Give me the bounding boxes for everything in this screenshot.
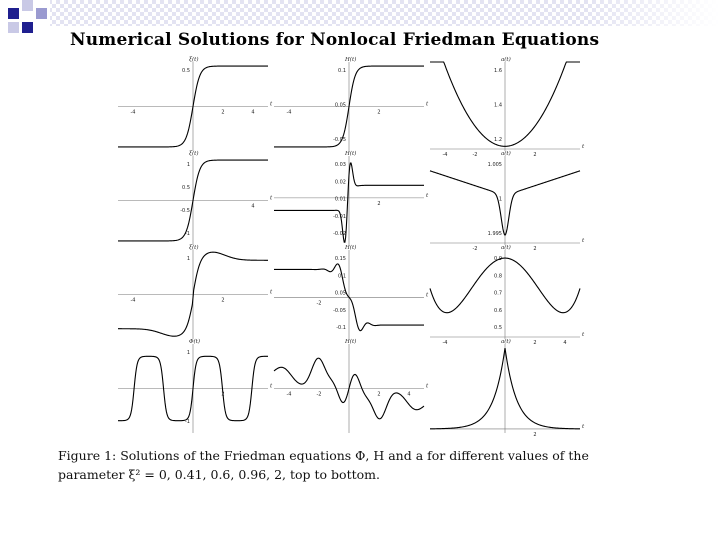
plot-panel (274, 57, 429, 151)
y-tick-label: 1.995 (487, 231, 502, 237)
y-tick-label: -0.1 (336, 325, 346, 331)
y-tick-label: 0.03 (334, 162, 346, 168)
y-axis-label: a(t) (501, 339, 511, 345)
top-checker-band (0, 0, 720, 28)
y-tick-label: 0.15 (334, 256, 346, 262)
x-tick-label: 4 (407, 391, 411, 398)
y-axis-label: H(t) (345, 339, 357, 345)
y-tick-label: 0.5 (182, 68, 190, 74)
x-tick-label: -4 (286, 391, 292, 398)
x-tick-label: 4 (563, 340, 567, 346)
x-tick-label: 2 (377, 391, 381, 398)
plot-svg (118, 57, 273, 151)
x-tick-label: -4 (442, 340, 448, 346)
y-axis-label: H(t) (345, 151, 357, 157)
plot-panel (274, 151, 429, 245)
plot-svg (118, 245, 273, 339)
plot-panel (430, 339, 585, 438)
plot-svg (118, 151, 273, 245)
y-axis-label: a(t) (501, 245, 511, 251)
y-tick-label: -1 (185, 231, 190, 237)
plot-svg (430, 339, 585, 438)
x-tick-label: -2 (472, 152, 478, 158)
y-axis-label: H(t) (345, 57, 357, 63)
t-axis-label: t (270, 383, 273, 390)
plot-panel (430, 57, 585, 158)
x-tick-label: 2 (533, 152, 537, 158)
plot-svg (274, 339, 429, 433)
x-tick-label: 2 (377, 109, 381, 116)
y-tick-label: 0.1 (338, 273, 346, 280)
plot-panel (430, 245, 585, 346)
x-tick-label: -4 (286, 109, 292, 116)
y-tick-label: 1.2 (494, 137, 502, 143)
y-axis-label: a(t) (501, 57, 511, 63)
t-axis-label: t (270, 195, 273, 202)
x-tick-label: 2 (221, 391, 225, 398)
plot-panel (274, 245, 429, 339)
x-tick-label: 2 (533, 340, 537, 346)
plot-svg (274, 57, 429, 151)
x-tick-label: 2 (533, 246, 537, 252)
plot-panel (430, 151, 585, 252)
plot-svg (274, 151, 429, 245)
t-axis-label: t (270, 101, 273, 108)
x-tick-label: -4 (130, 109, 136, 116)
x-tick-label: -4 (130, 297, 136, 304)
y-tick-label: 0.5 (182, 185, 190, 191)
x-tick-label: 4 (251, 203, 255, 210)
y-tick-label: 1.6 (494, 68, 502, 74)
t-axis-label: t (426, 101, 429, 108)
figure-caption (58, 446, 648, 484)
plot-panel (118, 245, 273, 339)
y-tick-label: 0.05 (334, 290, 346, 297)
caption-line-2: parameter ξ² = 0, 0.41, 0.6, 0.96, 2, top to bottom. (58, 467, 380, 482)
t-axis-label: t (582, 332, 585, 338)
y-tick-label: 1 (186, 256, 190, 262)
y-tick-label: 0.6 (494, 307, 502, 314)
y-tick-label: 0.05 (334, 102, 346, 109)
x-tick-label: -2 (316, 391, 322, 398)
x-tick-label: 2 (533, 431, 537, 438)
slide-title: Numerical Solutions for Nonlocal Friedman Equations (70, 30, 600, 50)
y-tick-label: -1 (185, 419, 190, 425)
t-axis-label: t (426, 292, 429, 299)
t-axis-label: t (582, 238, 585, 244)
y-tick-label: 1 (186, 350, 190, 356)
y-tick-label: 0.9 (494, 256, 502, 262)
caption-line-1: Figure 1: Solutions of the Friedman equations Φ, H and a for different values of the (58, 448, 589, 463)
plot-svg (430, 57, 585, 158)
y-axis-label: ξ(t) (189, 245, 199, 251)
y-tick-label: -0.01 (333, 213, 346, 220)
x-tick-label: 4 (251, 109, 255, 116)
y-axis-label: H(t) (345, 245, 357, 251)
y-tick-label: 1.4 (494, 102, 502, 109)
t-axis-label: t (426, 383, 429, 390)
plot-panel (118, 151, 273, 245)
plot-panel (118, 57, 273, 151)
y-tick-label: 0.02 (334, 179, 346, 186)
y-tick-label: 0.8 (494, 273, 502, 280)
y-tick-label: 1.005 (487, 162, 502, 168)
y-tick-label: 0.01 (334, 196, 346, 203)
plot-panel (274, 339, 429, 433)
plot-svg (118, 339, 273, 433)
t-axis-label: t (582, 423, 585, 430)
y-tick-label: 1 (186, 162, 190, 168)
x-tick-label: -2 (472, 246, 478, 252)
y-tick-label: 1 (498, 196, 502, 203)
plot-svg (430, 151, 585, 252)
x-tick-label: 2 (221, 297, 225, 304)
t-axis-label: t (582, 144, 585, 150)
t-axis-label: t (270, 289, 273, 296)
t-axis-label: t (426, 192, 429, 199)
y-axis-label: ξ(t) (189, 151, 199, 157)
plot-panel (118, 339, 273, 433)
plot-svg (274, 245, 429, 339)
figure-grid (118, 57, 585, 438)
plot-svg (430, 245, 585, 346)
x-tick-label: -2 (316, 300, 322, 307)
y-tick-label: -0.5 (180, 208, 190, 214)
y-tick-label: -0.05 (333, 137, 346, 143)
x-tick-label: -4 (442, 152, 448, 158)
y-axis-label: ξ(t) (189, 57, 199, 63)
y-tick-label: 0.1 (338, 68, 346, 74)
y-tick-label: -0.05 (333, 307, 346, 314)
x-tick-label: 2 (221, 109, 225, 116)
y-tick-label: -0.02 (333, 231, 346, 237)
y-tick-label: 0.7 (494, 290, 502, 297)
x-tick-label: 2 (377, 200, 381, 207)
y-axis-label: Φ(t) (189, 339, 201, 345)
y-axis-label: a(t) (501, 151, 511, 157)
y-tick-label: 0.5 (494, 325, 502, 331)
